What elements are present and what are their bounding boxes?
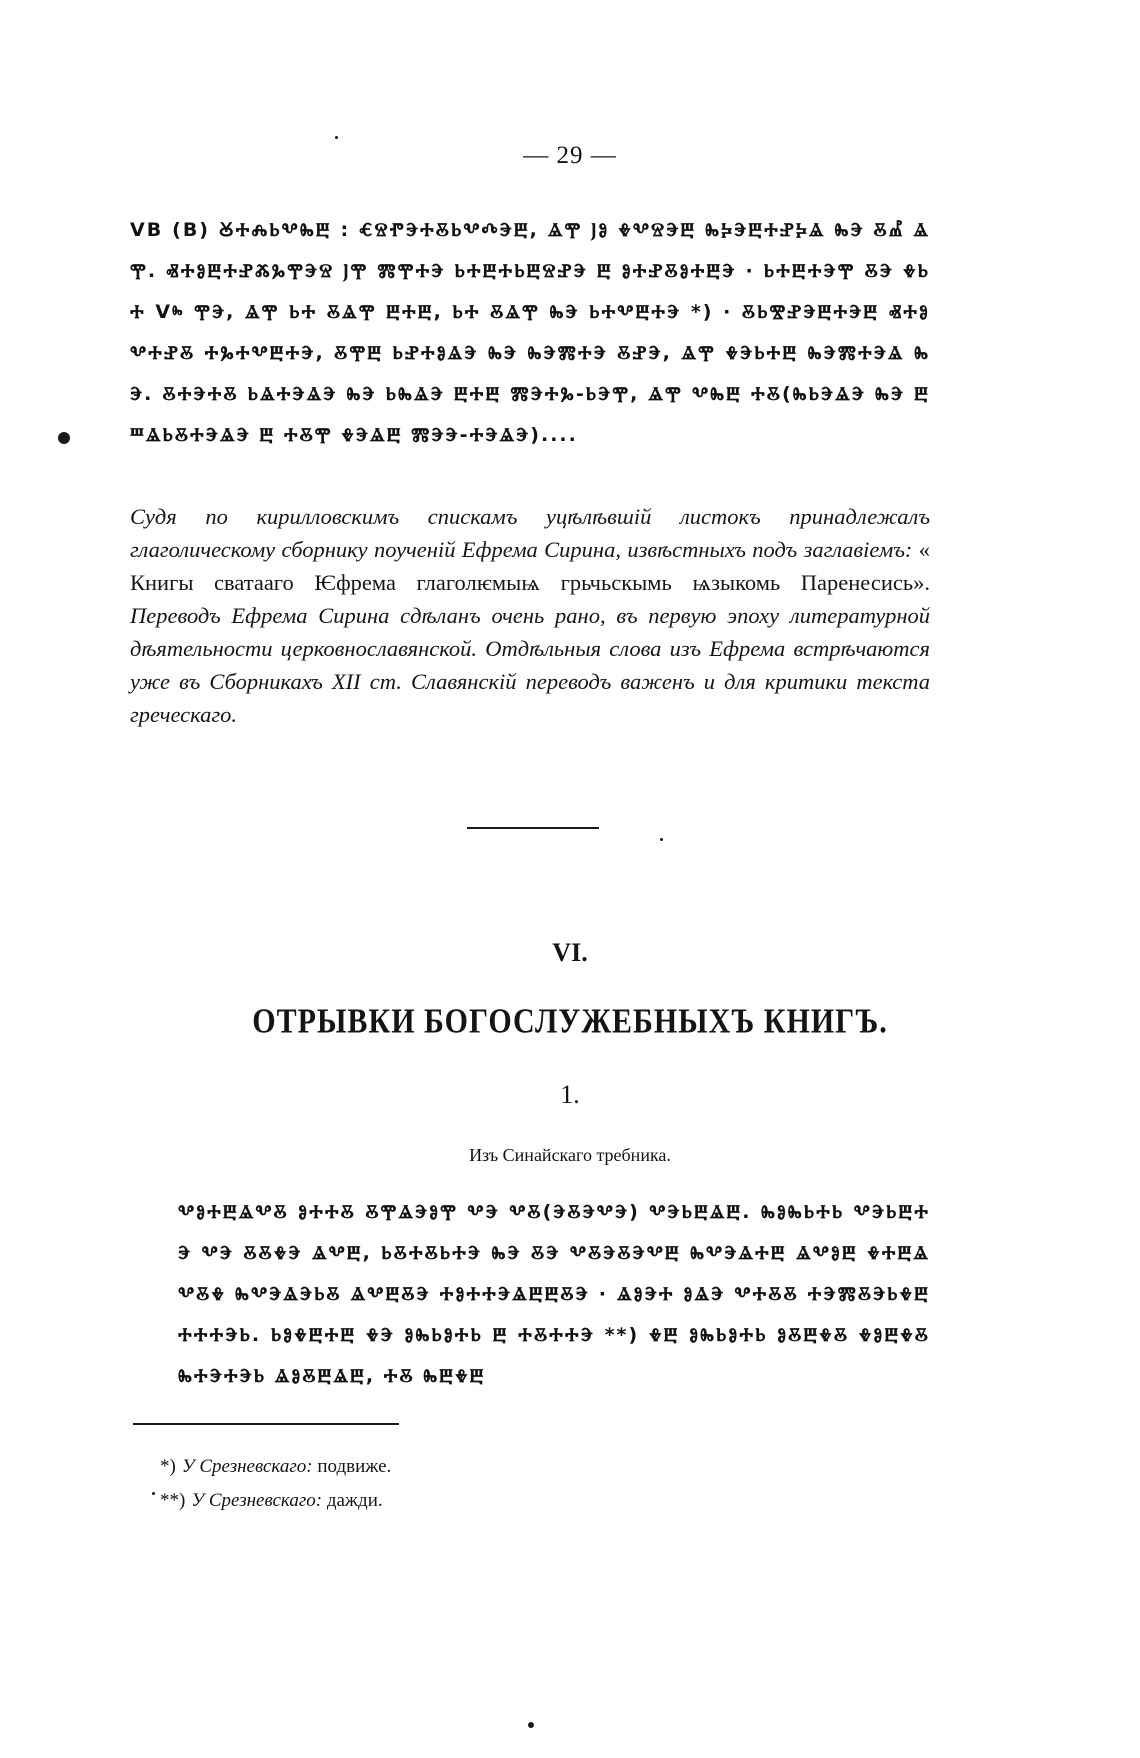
section-number: VI. <box>552 938 588 967</box>
glagolitic-text-block-top: VB (B) ꙊⰀⰎⰓⰂⰈⰁ : ⰤⰔⰒⰅⰀⰋⰓⰂⰄⰅⰁ, ⰡⰉ ⰬⰑ ⰇⰂⰔⰅⰁ ⰈⰍⰅⰁⰀⰐⰍⰡ ⰈⰅ ⰋⰌ ⰡⰉ. ⰟⰀⰑⰁⰀⰐⰆⰃⰉⰅⰔ ⰬⰉ ⰏⰉⰀⰅ ⰓⰀⰁⰀⰓⰁⰔⰐⰅ Ⰱ ⰑⰀⰐⰋⰑⰀⰁⰅ · ⰓⰀⰁⰀⰅⰉ ⰋⰅ ⰇⰓⰀ Vⰸ ⰉⰅ, ⰡⰉ ⰓⰀ ⰋⰡⰉ ⰁⰀⰁ, ⰓⰀ ⰋⰡⰉ ⰈⰅ ⰓⰀⰂⰁⰀⰅ *) · ⰋⰓⰊⰐⰅⰁⰀⰅⰁ ⰟⰀⰑⰂⰀⰐⰋ ⰀⰃⰀⰂⰁⰀⰅ, ⰋⰉⰁ ⰓⰐⰀⰑⰡⰅ ⰈⰅ ⰈⰅⰏⰀⰅ ⰋⰐⰅ, ⰡⰉ ⰇⰅⰓⰀⰁ ⰈⰅⰏⰀⰅⰡ ⰈⰅ. ⰋⰀⰅⰀⰋ ⰓⰡⰀⰅⰡⰅ ⰈⰅ ⰓⰈⰡⰅ ⰁⰀⰁ ⰏⰅⰀⰃ-ⰓⰅⰉ, ⰡⰉ ⰂⰈⰁ ⰀⰋ(ⰈⰓⰅⰡⰅ ⰈⰅ Ⰱ ⰞⰡⰓⰋⰀⰅⰡⰅ Ⰱ ⰀⰋⰉ ⰇⰅⰡⰁ ⰏⰅⰅ-ⰀⰅⰡⰅ).... <box>130 219 930 446</box>
commentary-quote: « Книгы сватааго Ѥфрема глаголѥмыѩ грьчьскымь ѩзыкомь Паренесись». <box>130 537 931 595</box>
scan-speck <box>58 432 70 444</box>
glagolitic-text-block-bottom: ⰂⰑⰀⰁⰡⰂⰋ ⰑⰀⰀⰋ ⰋⰉⰡⰅⰑⰉ ⰂⰅ ⰂⰋ(ⰅⰋⰅⰂⰅ) ⰂⰅⰓⰁⰡⰁ. ⰈⰑⰈⰓⰀⰓ ⰂⰅⰓⰁⰀⰅ ⰂⰅ ⰋⰋⰇⰅ ⰡⰂⰁ, ⰓⰋⰀⰋⰓⰀⰅ ⰈⰅ ⰋⰅ ⰂⰋⰅⰋⰅⰂⰁ ⰈⰂⰅⰡⰀⰁ ⰡⰂⰑⰁ ⰇⰀⰁⰡⰂⰋⰇ ⰈⰂⰅⰡⰅⰓⰋ ⰡⰂⰁⰋⰅ ⰀⰑⰀⰀⰅⰡⰁⰁⰋⰅ · ⰡⰑⰅⰀ ⰑⰡⰅ ⰂⰀⰋⰋ ⰀⰅⰏⰋⰅⰓⰇⰁ ⰀⰀⰀⰅⰓ. ⰓⰑⰇⰁⰀⰁ ⰇⰅ ⰑⰈⰓⰑⰀⰓ Ⰱ ⰀⰋⰀⰀⰅ **) ⰇⰁ ⰑⰈⰓⰑⰀⰓ ⰑⰋⰁⰇⰋ ⰇⰑⰁⰇⰋ ⰈⰀⰅⰀⰅⰓ ⰡⰑⰋⰁⰡⰁ, ⰀⰋ ⰈⰁⰇⰁ <box>178 1201 930 1387</box>
commentary-part-1: Судя по кирилловскимъ спискамъ уцѣлѣвшiй листокъ принадлежалъ глаголическому сборнику поученiй Ефрема Сирина, извѣстныхъ подъ заглавiемъ: <box>130 504 930 562</box>
scan-speck <box>660 838 663 841</box>
footnote-text: подвиже. <box>317 1456 392 1477</box>
footnote-mark: **) <box>160 1490 186 1511</box>
footnote-text: дажди. <box>326 1490 383 1511</box>
footnote-source: У Срезневскаго: <box>181 1456 313 1477</box>
footnote-rule <box>133 1423 399 1425</box>
section-title: ОТРЫВКИ БОГОСЛУЖЕБНЫХЪ КНИГЪ. <box>252 1001 888 1041</box>
scan-speck <box>528 1722 534 1728</box>
source-caption: Изъ Синайскаго требника. <box>469 1145 671 1165</box>
scan-speck <box>335 136 338 139</box>
commentary-part-2: Переводъ Ефрема Сирина сдѣланъ очень рано, въ первую эпоху литературной дѣятельности церковнославянской. Отдѣльныя слова изъ Ефрема встрѣчаются уже въ Сборникахъ XII ст. Славянскiй переводъ важенъ и для критики текста греческаго. <box>130 603 930 727</box>
footnote-mark: *) <box>160 1456 176 1477</box>
footnotes <box>160 1450 760 1518</box>
commentary-paragraph <box>130 500 930 731</box>
page-number: — 29 — <box>523 142 617 169</box>
scan-speck <box>152 1492 155 1495</box>
subsection-number: 1. <box>560 1080 580 1109</box>
footnote-1 <box>160 1450 760 1484</box>
footnote-source: У Срезневскаго: <box>191 1490 323 1511</box>
section-divider <box>467 827 599 829</box>
footnote-2 <box>160 1484 760 1518</box>
